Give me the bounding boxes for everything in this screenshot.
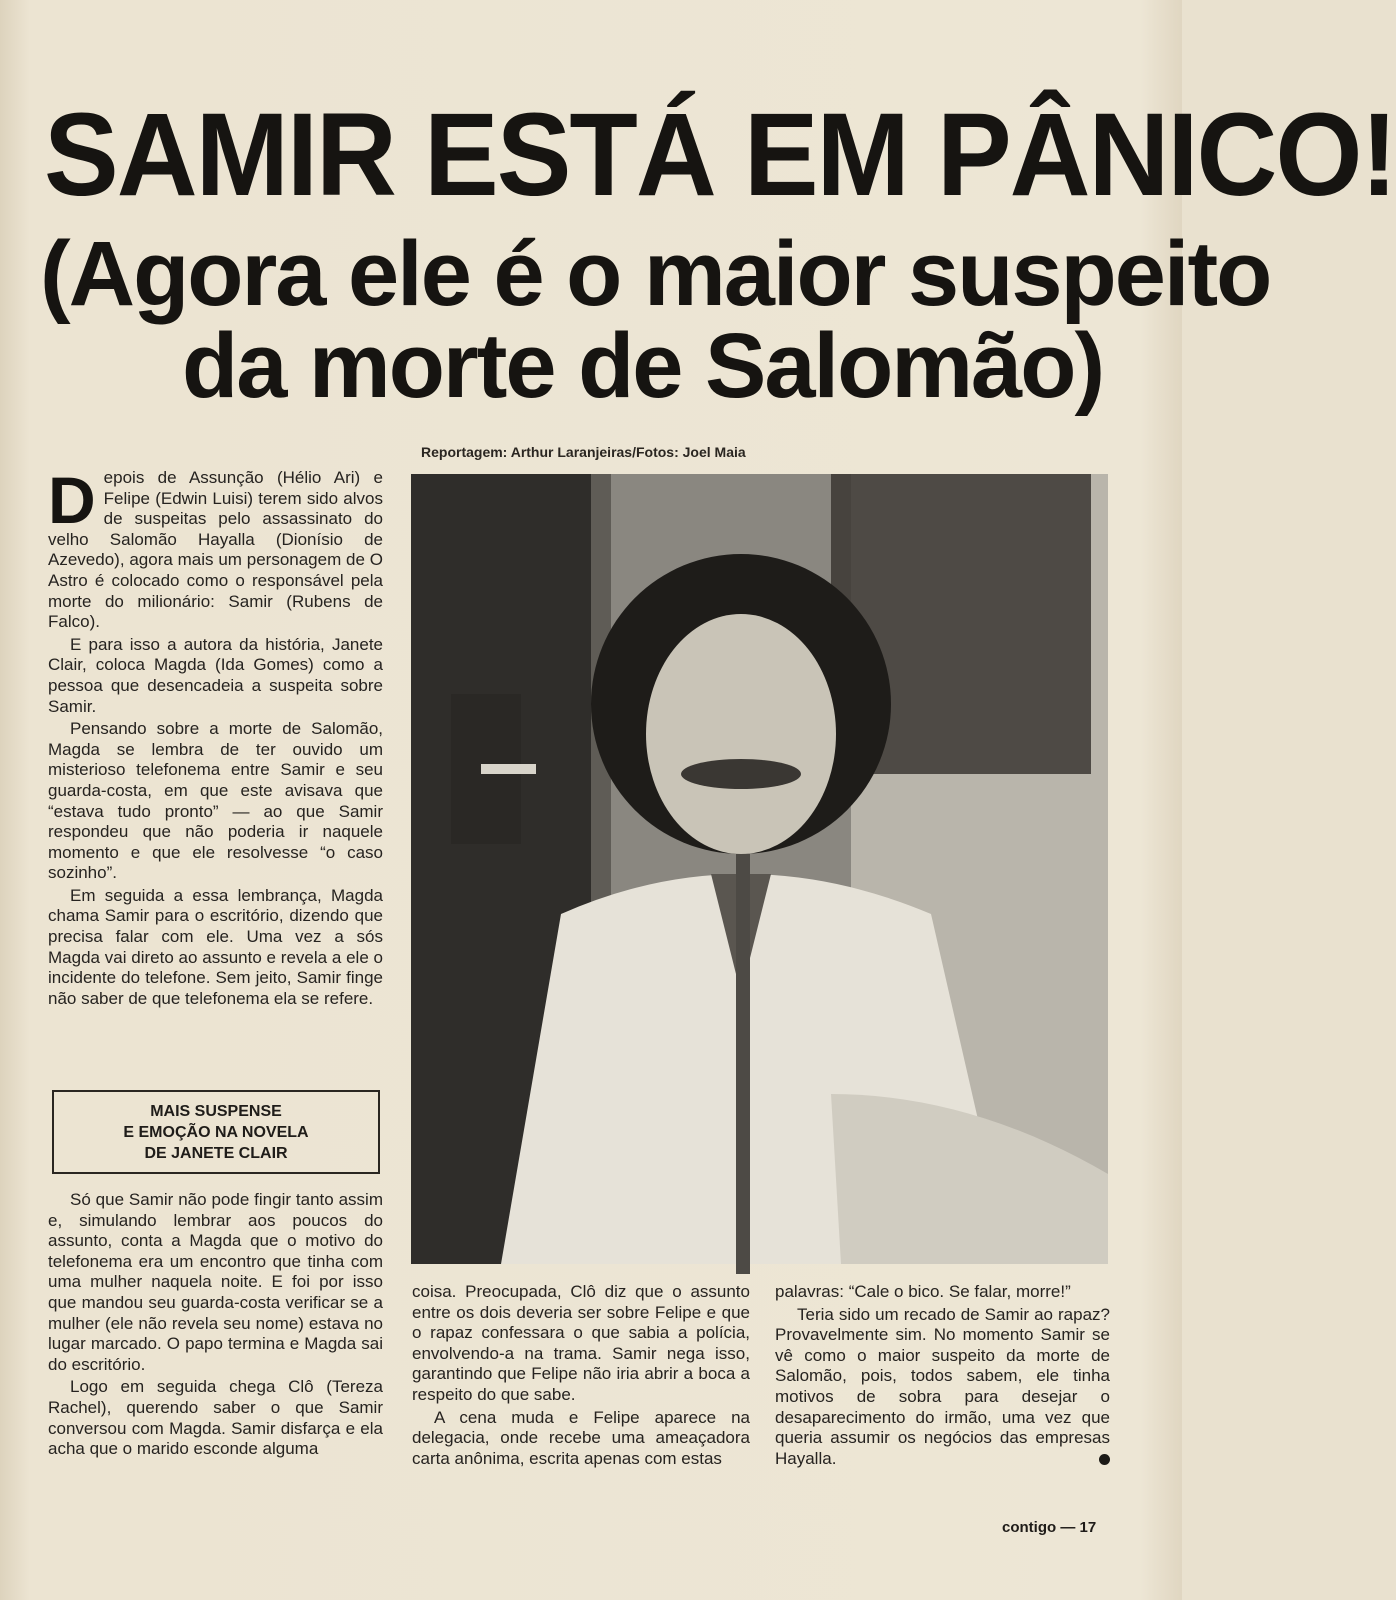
article-column-1-continued — [48, 1190, 383, 1462]
headline-line-3: da morte de Salomão) — [182, 315, 1104, 417]
subheading-line-2: E EMOÇÃO NA NOVELA — [123, 1123, 309, 1141]
subheading-line-3: DE JANETE CLAIR — [144, 1144, 288, 1162]
paragraph-7: coisa. Preocupada, Clô diz que o assunto entre os dois deveria ser sobre Felipe e que o rapaz confessara o que sabia a polícia, envolvendo-a na trama. Samir nega isso, garantindo que Felipe não iria abrir a boca a respeito do que sabe. — [412, 1282, 750, 1404]
article-column-3 — [775, 1282, 1110, 1471]
paragraph-1-text: epois de Assunção (Hélio Ari) e Felipe (Edwin Luisi) terem sido alvos de suspeitas pelo assassinato do velho Salomão Hayalla (Dionísio de Azevedo), agora mais um personagem de O Astro é colocado como o responsável pela morte do milionário: Samir (Rubens de Falco). — [48, 468, 383, 632]
article-column-1 — [48, 463, 383, 1011]
paragraph-2: E para isso a autora da história, Janete Clair, coloca Magda (Ida Gomes) como a pessoa que desencadeia a suspeita sobre Samir. — [48, 634, 383, 716]
end-mark-icon — [1099, 1454, 1110, 1465]
byline-credit: Reportagem: Arthur Laranjeiras/Fotos: Joel Maia — [421, 444, 746, 460]
paragraph-10-text: Teria sido um recado de Samir ao rapaz? Provavelmente sim. No momento Samir se vê como o maior suspeito da morte de Salomão, pois, todos sabem, ele tinha motivos de sobra para desejar o desaparecimento do irmão, uma vez que queria assumir os negócios das empresas Hayalla. — [775, 1304, 1110, 1468]
paragraph-9: palavras: “Cale o bico. Se falar, morre!” — [775, 1282, 1071, 1301]
paragraph-6: Logo em seguida chega Clô (Tereza Rachel), querendo saber o que Samir conversou com Magda. Samir disfarça e ela acha que o marido esconde alguma — [48, 1377, 383, 1459]
photo-illustration — [411, 474, 1108, 1264]
paragraph-8: A cena muda e Felipe aparece na delegacia, onde recebe uma ameaçadora carta anônima, escrita apenas com estas — [412, 1407, 750, 1468]
paragraph-10 — [775, 1305, 1110, 1470]
paragraph-5: Só que Samir não pode fingir tanto assim e, simulando lembrar aos poucos do assunto, conta a Magda que o motivo do telefonema era um encontro que tinha com uma mulher naquela noite. E foi por isso que mandou seu guarda-costa verificar se a mulher (ele não revela seu nome) estava no lugar marcado. O papo termina e Magda sai do escritório. — [48, 1190, 383, 1374]
subheading-box — [52, 1090, 380, 1174]
page-footer: contigo — 17 — [1002, 1519, 1097, 1536]
article-column-2 — [412, 1282, 750, 1471]
photo-samir — [411, 474, 1108, 1264]
drop-cap: D — [48, 463, 96, 537]
headline-line-2: (Agora ele é o maior suspeito — [40, 223, 1271, 325]
paragraph-1 — [48, 463, 383, 633]
subheading-line-1: MAIS SUSPENSE — [150, 1102, 282, 1120]
paragraph-4: Em seguida a essa lembrança, Magda chama Samir para o escritório, dizendo que precisa falar com ele. Uma vez a sós Magda vai direto ao assunto e revela a ele o incidente do telefone. Sem jeito, Samir finge não saber de que telefonema ela se refere. — [48, 885, 383, 1008]
paragraph-3: Pensando sobre a morte de Salomão, Magda se lembra de ter ouvido um misterioso telefonema entre Samir e seu guarda-costa, em que este avisava que “estava tudo pronto” — ao que Samir respondeu que não poderia ir naquele momento e que ele resolvesse “o caso sozinho”. — [48, 719, 383, 883]
headline-line-1: SAMIR ESTÁ EM PÂNICO! — [44, 88, 1396, 221]
